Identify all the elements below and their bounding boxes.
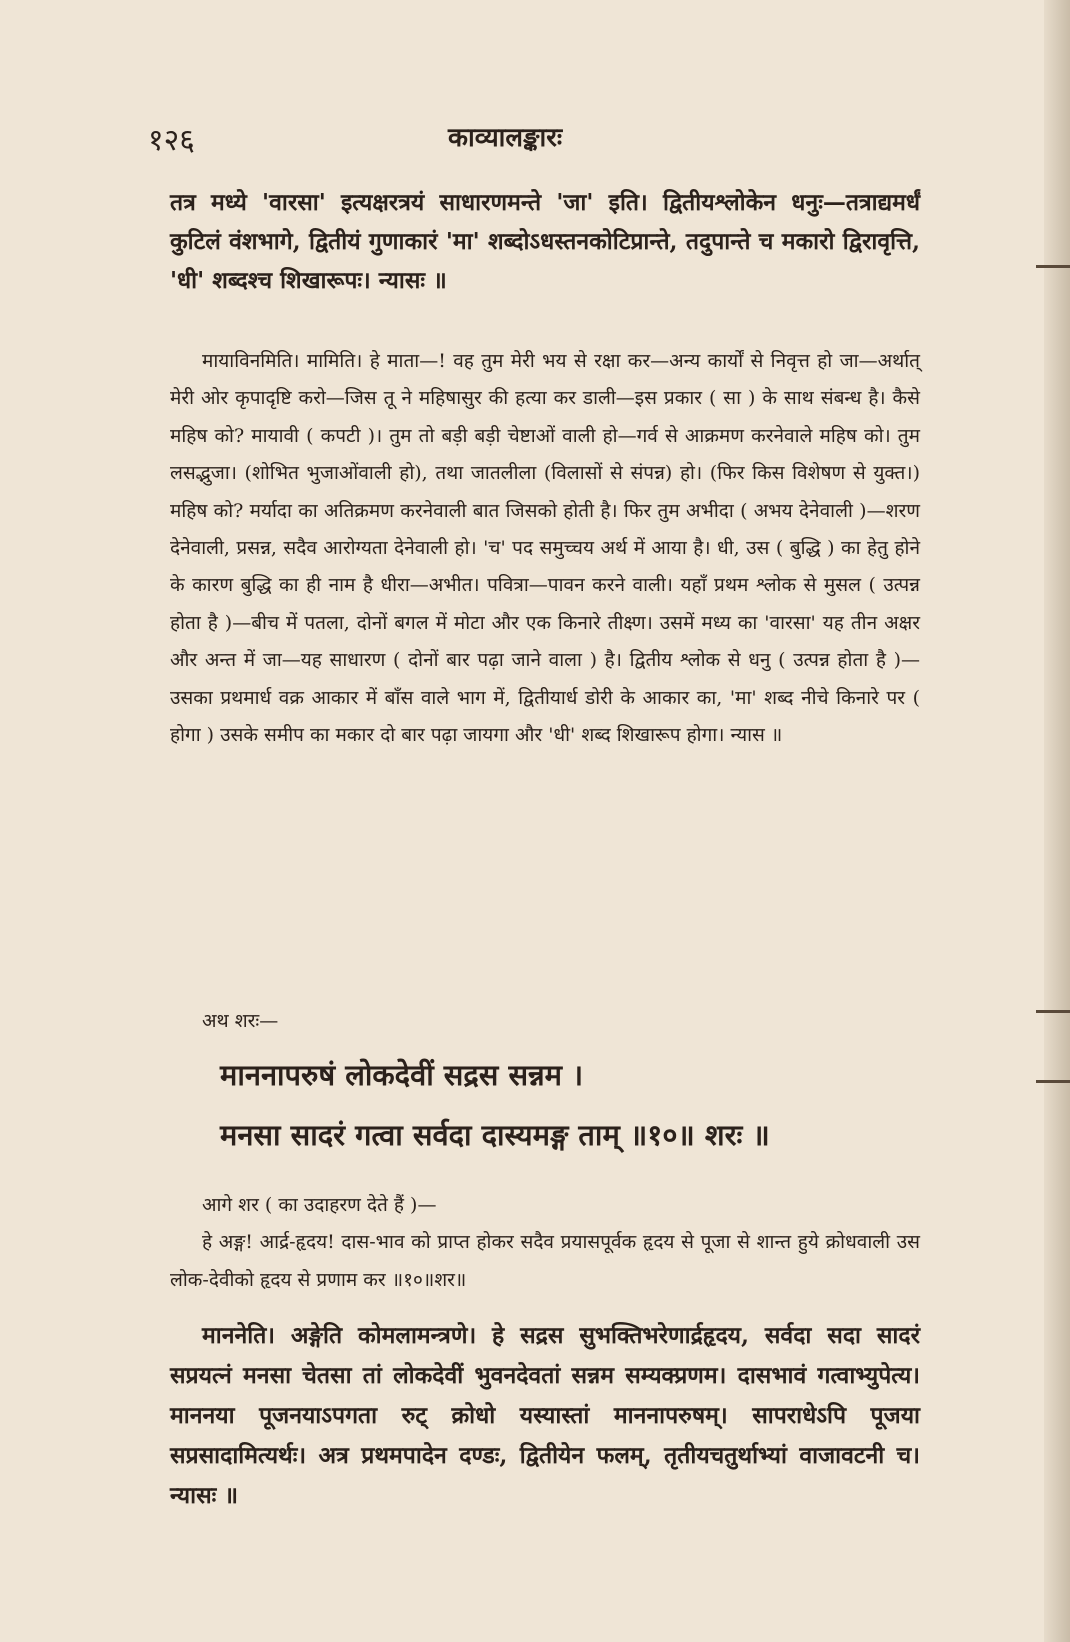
sara-intro-text: अथ शरः—: [202, 1010, 279, 1032]
running-title: काव्यालङ्कारः: [448, 123, 563, 153]
page-edge: [1044, 0, 1070, 1642]
margin-mark: [1036, 265, 1070, 268]
verse-line-1: माननापरुषं लोकदेवीं सद्रस सन्नम ।: [220, 1058, 584, 1092]
sanskrit-top-text: तत्र मध्ये 'वारसा' इत्यक्षरत्रयं साधारणमन्ते 'जा' इति। द्वितीयश्लोकेन धनुः—तत्राद्यमर्धं कुटिलं वंशभागे, द्वितीयं गुणाकारं 'मा' शब्दोऽधस्तनकोटिप्रान्ते, तदुपान्ते च मकारो द्विरावृत्ति, 'धी' शब्दश्च शिखारूपः। न्यासः ॥: [170, 189, 920, 294]
margin-mark: [1036, 1010, 1070, 1013]
sanskrit-commentary-text: माननेति। अङ्गेति कोमलामन्त्रणे। हे सद्रस सुभक्तिभरेणार्द्रहृदय, सर्वदा सदा सादरं सप्रयत्नं मनसा चेतसा तां लोकदेवीं भुवनदेवतां सन्नम सम्यक्प्रणम। दासभावं गत्वाभ्युपेत्य। माननया पूजनयाऽपगता रुट् क्रोधो यस्यास्तां माननापरुषम्। सापराधेऽपि पूजया सप्रसादामित्यर्थः। अत्र प्रथमपादेन दण्डः, द्वितीयेन फलम्, तृतीयचतुर्थाभ्यां वाजावटनी च। न्यासः ॥: [170, 1322, 920, 1509]
hindi-verse-block: [170, 1187, 920, 1299]
sara-intro: [170, 1003, 920, 1040]
sanskrit-commentary: [170, 1316, 920, 1516]
hindi-main-paragraph: [170, 343, 920, 754]
verse-block: [220, 1045, 920, 1165]
sanskrit-top-paragraph: [170, 183, 920, 300]
verse-line-2: मनसा सादरं गत्वा सर्वदा दास्यमङ्ग ताम् ॥१०॥ शरः ॥: [220, 1118, 770, 1152]
hindi-main-text: मायाविनमिति। मामिति। हे माता—! वह तुम मेरी भय से रक्षा कर—अन्य कार्यों से निवृत्त हो जा—अर्थात् मेरी ओर कृपादृष्टि करो—जिस तू ने महिषासुर की हत्या कर डाली—इस प्रकार ( सा ) के साथ संबन्ध है। कैसे महिष को? मायावी ( कपटी )। तुम तो बड़ी बड़ी चेष्टाओं वाली हो—गर्व से आक्रमण करनेवाले महिष को। तुम लसद्भुजा। (शोभित भुजाओंवाली हो), तथा जातलीला (विलासों से संपन्न) हो। (फिर किस विशेषण से युक्त।) महिष को? मर्यादा का अतिक्रमण करनेवाली बात जिसको होती है। फिर तुम अभीदा ( अभय देनेवाली )—शरण देनेवाली, प्रसन्न, सदैव आरोग्यता देनेवाली हो। 'च' पद समुच्चय अर्थ में आया है। धी, उस ( बुद्धि ) का हेतु होने के कारण बुद्धि का ही नाम है धीरा—अभीत। पवित्रा—पावन करने वाली। यहाँ प्रथम श्लोक से मुसल ( उत्पन्न होता है )—बीच में पतला, दोनों बगल में मोटा और एक किनारे तीक्ष्ण। उसमें मध्य का 'वारसा' यह तीन अक्षर और अन्त में जा—यह साधारण ( दोनों बार पढ़ा जाने वाला ) है। द्वितीय श्लोक से धनु ( उत्पन्न होता है )—उसका प्रथमार्ध वक्र आकार में बाँस वाले भाग में, द्वितीयार्ध डोरी के आकार का, 'मा' शब्द नीचे किनारे पर ( होगा ) उसके समीप का मकार दो बार पढ़ा जायगा और 'धी' शब्द शिखारूप होगा। न्यास ॥: [170, 350, 920, 747]
hindi-verse-translation: हे अङ्ग! आर्द्र-हृदय! दास-भाव को प्राप्त होकर सदैव प्रयासपूर्वक हृदय से पूजा से शान्त हुये क्रोधवाली उस लोक-देवीको हृदय से प्रणाम कर ॥१०॥शर॥: [170, 1231, 920, 1291]
page-number: १२६: [148, 123, 195, 158]
page-header: [148, 118, 918, 158]
hindi-verse-intro: आगे शर ( का उदाहरण देते हैं )—: [202, 1194, 437, 1216]
margin-mark: [1036, 1080, 1070, 1083]
